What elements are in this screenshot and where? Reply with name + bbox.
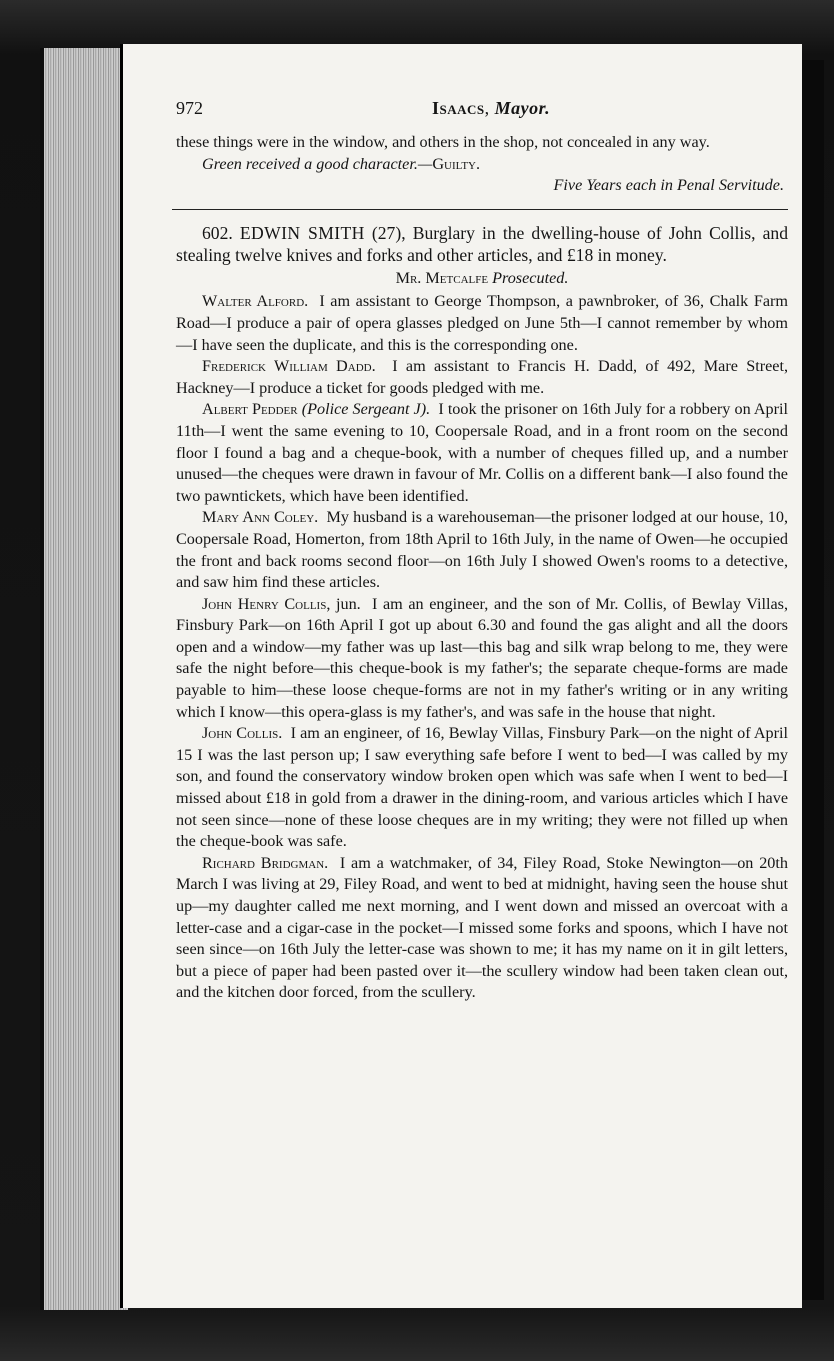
verdict: Guilty.: [432, 154, 481, 173]
testimony-paragraph: [176, 723, 788, 853]
testimony-text: My husband is a warehouseman—the prisoner lodged at our house, 10, Coopersale Road, Homerton, from 18th April to 16th July, in the name of Owen—he occupied the front and back rooms second floor—on 16th July I showed Owen's rooms to a detective, and saw him find these articles.: [176, 508, 788, 592]
book-page-edges: [40, 48, 128, 1310]
testimony-text: I am an engineer, and the son of Mr. Collis, of Bewlay Villas, Finsbury Park—on 16th April I got up about 6.30 and found the gas alight and all the doors open and a window—my father was up last—this bag and silk wrap belong to me, they were safe the night before—this cheque-book is my father's; the separate cheque-forms are made payable to him—these loose cheque-forms are not in my father's writing or in any writing which I know—this opera-glass is my father's, and was safe in the house that night.: [176, 594, 788, 721]
witness-name: Richard Bridgman.: [202, 853, 329, 872]
case-number: 602.: [202, 222, 233, 243]
verdict-prefix: Green received a good character.—: [202, 154, 433, 173]
testimony-text: I am an engineer, of 16, Bewlay Villas, Finsbury Park—on the night of April 15 I was the last person up; I saw everything safe before I went to bed—I was called by my son, and found the conservatory window broken open which was safe when I went to bed—I missed about £18 in gold from a drawer in the dining-room, and various articles which I have not seen since—none of these loose cheques are in my writing; they were not filled up when the cheque-book was safe.: [176, 724, 788, 851]
book-gutter-shadow: [802, 60, 824, 1300]
sentence-line: Five Years each in Penal Servitude.: [553, 176, 784, 195]
running-head-name: Isaacs: [432, 98, 485, 118]
witness-name: Walter Alford.: [202, 292, 309, 311]
witness-role: jun.: [336, 594, 361, 613]
section-divider: [172, 209, 788, 210]
prosecutor-line: [176, 268, 788, 290]
testimony-paragraph: [176, 853, 788, 1004]
page-header: [176, 92, 788, 132]
witness-name: Albert Pedder: [202, 400, 298, 419]
testimony-text: I took the prisoner on 16th July for a robbery on April 11th—I went the same evening to 10, Coopersale Road, and in a front room on the second floor I found a bag and a cheque-book, with a number of cheques filled up, and a number unused—the cheques were drawn in favour of Mr. Collis on a different bank—I also found the two pawntickets, which have been identified.: [176, 400, 789, 505]
witness-name: Frederick William Dadd.: [202, 357, 376, 376]
testimony-text: I am assistant to Francis H. Dadd, of 492, Mare Street, Hackney—I produce a ticket for goods pledged with me.: [176, 357, 789, 397]
prosecutor-name: Mr. Metcalfe: [395, 268, 489, 287]
testimony-paragraph: [176, 291, 788, 356]
testimony-paragraph: [176, 594, 788, 724]
testimony-paragraph: [176, 356, 788, 399]
testimony-paragraph: [176, 399, 788, 507]
defendant-name: EDWIN SMITH: [239, 222, 365, 243]
witness-name: John Collis.: [202, 724, 283, 743]
witness-role: (Police Sergeant J).: [301, 400, 431, 419]
testimony-text: I am assistant to George Thompson, a pawnbroker, of 36, Chalk Farm Road—I produce a pair of opera glasses pledged on June 5th—I cannot remember by whom—I have seen the duplicate, and this is the corresponding one.: [176, 292, 788, 354]
testimony-text: I am a watchmaker, of 34, Filey Road, Stoke Newington—on 20th March I was living at 29, Filey Road, and went to bed at midnight, having seen the house shut up—my daughter called me next morning, and I went down and missed an overcoat with a letter-case and a cigar-case in the pocket—I missed some forks and spoons, which I have not seen since—on 16th July the letter-case was shown to me; it has my name on it in gilt letters, but a piece of paper had been pasted over it—the scullery window had been taken clean out, and the kitchen door forced, from the scullery.: [176, 853, 788, 1002]
running-head-title: Mayor.: [494, 98, 551, 118]
verdict-line: [202, 154, 788, 176]
case-heading: [176, 222, 788, 266]
continuation-paragraph: these things were in the window, and others in the shop, not concealed in any way.: [176, 133, 710, 151]
prosecutor-role: Prosecuted.: [492, 268, 569, 287]
witness-name: John Henry Collis,: [202, 594, 331, 613]
running-head: Isaacs, Mayor.: [432, 98, 551, 118]
charge-text: Burglary in the dwelling-house of John Collis, and stealing twelve knives and forks and other articles, and £18 in money.: [176, 222, 789, 265]
testimony-paragraph: [176, 507, 788, 593]
page-number: 972: [176, 98, 203, 118]
witness-name: Mary Ann Coley.: [202, 508, 319, 527]
defendant-age: (27),: [371, 222, 406, 243]
page-text: [176, 92, 788, 1004]
